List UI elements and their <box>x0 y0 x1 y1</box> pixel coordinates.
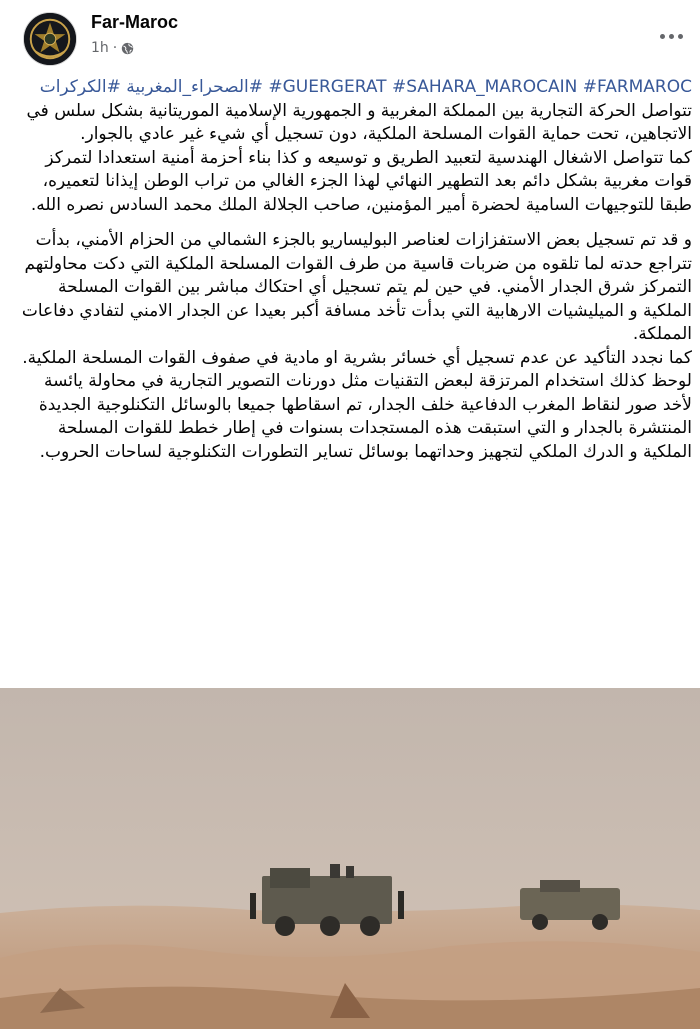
hashtag-line <box>20 76 692 100</box>
page-name[interactable]: Far-Maroc <box>91 12 179 32</box>
hashtag-link[interactable]: #الصحراء_المغربية <box>126 77 263 97</box>
post-body <box>20 76 692 464</box>
post-paragraph: تتواصل الحركة التجارية بين المملكة المغربية و الجمهورية الإسلامية الموريتانية بشكل سلس في الاتجاهين، تحت حماية القوات المسلحة الملكية، دون تسجيل أي شيء غير عادي بالجوار. <box>26 100 692 144</box>
hashtag-link[interactable]: #GUERGERAT <box>268 77 387 97</box>
post-meta <box>91 40 134 56</box>
hashtag-link[interactable]: #SAHARA_MAROCAIN <box>391 77 578 97</box>
post-header <box>0 0 700 70</box>
post-time[interactable]: 1h <box>91 40 109 56</box>
desert-military-photo <box>0 688 700 1029</box>
globe-icon[interactable] <box>121 42 134 55</box>
hashtag-link[interactable]: #FARMAROC <box>582 77 692 97</box>
military-emblem-icon <box>24 13 76 65</box>
post-paragraph: كما تتواصل الاشغال الهندسية لتعبيد الطريق و توسيعه و كذا بناء أحزمة أمنية استعدادا لتمركز قوات مغربية بشكل دائم بعد التطهير النهائي لهذا الجزء الغالي من تراب الوطن إيذانا لتعميره، طبقا للتوجيهات السامية لحضرة أمير المؤمنين، صاحب الجلالة الملك محمد السادس نصره الله. <box>30 147 692 215</box>
meta-separator: · <box>112 40 118 56</box>
page-avatar[interactable] <box>23 12 77 66</box>
post-paragraph: و قد تم تسجيل بعض الاستفزازات لعناصر البوليساريو بالجزء الشمالي من الحزام الأمني، بدأت تتراجع حدته لما تلقوه من ضربات قاسية من طرف القوات المسلحة الملكية التي دكت محاولتهم التمركز شرق الجدار الأمني. في حين لم يتم تسجيل أي احتكاك مباشر بين القوات المسلحة الملكية و الميليشيات الارهابية التي بدأت تأخد مسافة أكبر بعيدا عن الجدار الامني لتفادي دفاعات المملكة. <box>21 230 692 344</box>
hashtag-link[interactable]: #الكركرات <box>39 77 121 97</box>
post-paragraph: لوحظ كذلك استخدام المرتزقة لبعض التقنيات مثل دورنات التصوير التجارية في محاولة يائسة لأخد صور لنقاط المغرب الدفاعية خلف الجدار، تم اسقاطها جميعا بالوسائل التكنلوجية الجديدة المنتشرة بالجدار و التي استبقت هذه المستجدات بسنوات في إطار خطط للقوات المسلحة الملكية و الدرك الملكي لتجهيز وحداتهما بوسائل تساير التطورات التكنلوجية لساحات الحروب. <box>38 371 692 462</box>
post-photo[interactable] <box>0 688 700 1029</box>
post-paragraph: كما نجدد التأكيد عن عدم تسجيل أي خسائر بشرية او مادية في صفوف القوات المسلحة الملكية. <box>22 347 692 368</box>
more-options-icon[interactable] <box>656 26 686 46</box>
